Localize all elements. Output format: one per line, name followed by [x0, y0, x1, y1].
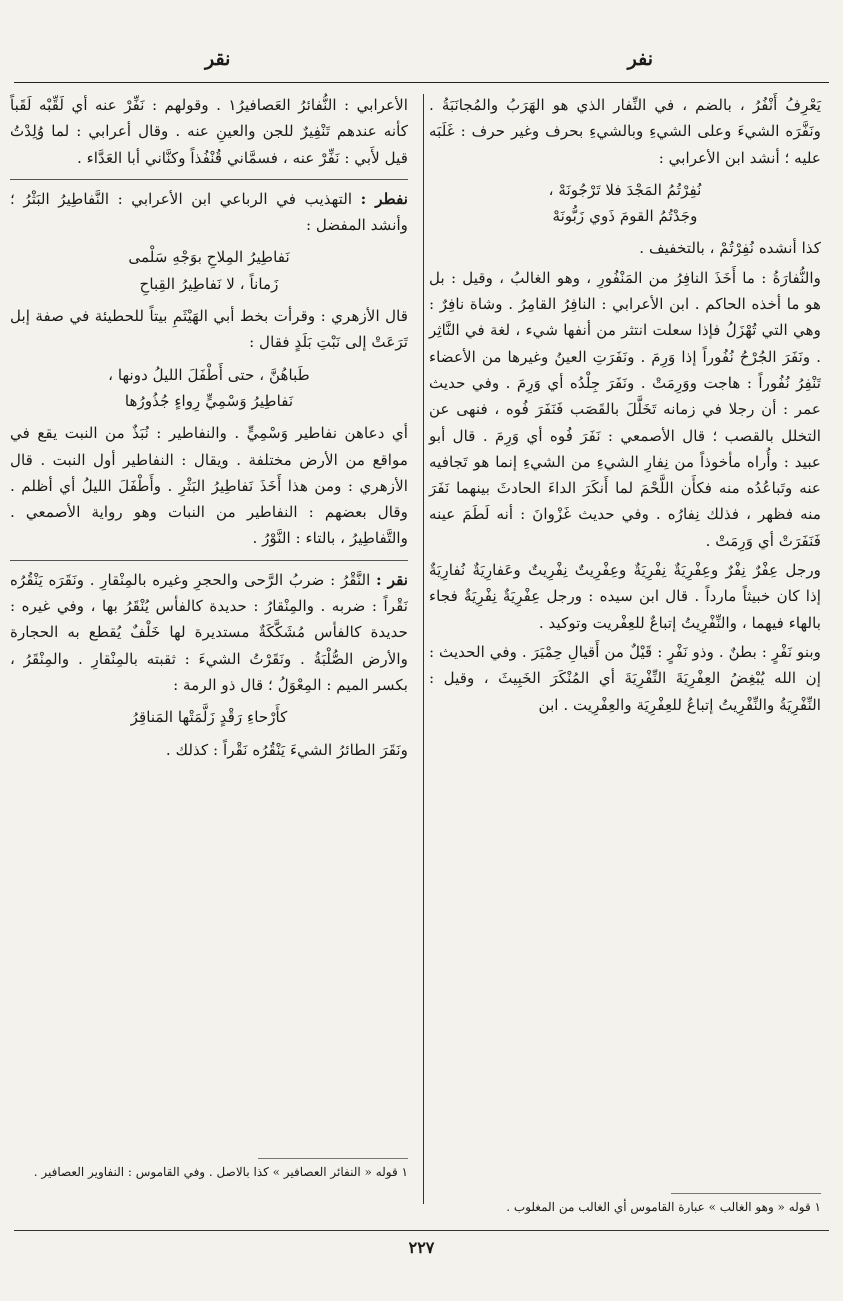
paragraph: ورجل عِفْرٌ نِفْرٌ وعِفْرِيَةٌ نِفْرِيَةٌ وعِفْرِيتٌ نِفْرِيتٌ وعَفارِيَةٌ نُفارِيَةٌ إذا كان خبيثاً مارداً . قال ابن سيده : ورجل عِفْرِيَةٌ نِفْرِيَةٌ فجاء بالهاء فيهما ، والنِّفْرِيتُ إتباعٌ للعِفْريت وتوكيد . [429, 561, 821, 632]
entry-separator [10, 560, 408, 561]
verse-line: زَماناً ، لا نَفاطِيرُ القِباحِ [139, 274, 279, 293]
paragraph: قال الأزهري : وقرأت بخط أبي الهَيْثَمِ بيتاً للحطيئة في صفة إبل تَرَعَتْ إلى نَبْتِ بَلَدٍ فقال : [10, 307, 408, 352]
entry-text: التهذيب في الرباعي ابن الأعرابي : النَّفاطِيرُ البَثْرُ ؛ وأنشد المفضل : [10, 189, 408, 235]
entry-text: النَّقْرُ : ضربُ الرَّحى والحجرِ وغيره بالمِنْقارِ . ونَقَرَه يَنْقُرُه نَقْراً : ضربه . والمِنْقارُ : حديدة كالفأس يُنْقَرُ بها ، وفي غيره : حديدة كالفأس مُشَكَّكَةٌ مستديرة لها خَلْفٌ يُقطع به الحجارة والأرض الصُّلْبَةُ . ونَقَرْتُ الشيءَ : ثقبته بالمِنْقارِ . والمِنْقَرُ ، بكسر الميم : المِعْوَلُ ؛ قال ذو الرمة : [10, 570, 408, 694]
verse-line: نَفاطِيرُ وَسْمِيٍّ رِواءٍ جُذُورُها [124, 391, 294, 410]
header-rule [14, 82, 829, 83]
column-divider [423, 94, 424, 1204]
verse [10, 704, 408, 730]
verse-line: كأَرْحاءِ رَقْدٍ زَلَّمَتْها المَناقِرُ [130, 708, 288, 727]
footnote-rule [671, 1193, 821, 1194]
verse [10, 244, 408, 297]
entry-nftr [10, 186, 408, 239]
paragraph: والنُّفارَةُ : ما أَخَذَ النافِرُ من المَنْفُورِ ، وهو الغالبُ ، وقيل : بل هو ما أخذه الحاكم . ابن الأعرابي : النافِرُ القامِرُ . وشاة نافِرٌ : وهي التي تُهْزَلُ فإذا سعلت انتثر من أنفها شيء ، لغة في النَّاثِر . ونَفَرَ الجُرْحُ نُفُوراً إذا وَرِمَ . ونَفَرَتِ العينُ وغيرها من الأعضاء تَنْفِرُ نُفُوراً : هاجت ووَرِمَتْ . ونَفَرَ جِلْدُه أي وَرِمَ . وفي حديث عمر : أن رجلا في زمانه تَخَلَّلَ بالقَصَب فَنَفَرَ فُوه ، فنهى عن التخلل بالقصب ؛ قال الأصمعي : نَفَرَ فُوه أي وَرِمَ . قال أبو عبيد : وأُراه مأخوذاً من نِفارِ الشيءِ من الشيءِ إنما هو تَجافيه عنه وتَباعُدُه منه فكأَن اللَّحْمَ لما أَنكَرَ الداءَ الحادثَ بينهما نَفَرَ منه فظهر ، فذلك نِفارُه . وفي حديث غَزْوانَ : أنه لَطَمَ عينه فَنَفَرَتْ أي وَرِمَتْ . [429, 268, 821, 550]
footnote-right: ١ قوله « وهو الغالب » عبارة القاموس أي الغالب من المغلوب . [506, 1200, 821, 1214]
entry-title: نقر : [376, 570, 409, 589]
footer-rule [14, 1230, 829, 1231]
page-header [0, 48, 843, 78]
paragraph: الأعرابي : النُّفائرُ العَصافيرُ١ . وقولهم : نَفِّرْ عنه أي لَقِّبْه لَقَباً كأنه عندهم تَنْفِيرٌ للجن والعينِ عنه . وقال أعرابي : لما وُلِدْتُ قيل لأَبي : نَفِّرْ عنه ، فسمَّاني قُنْفُذاً وكنَّاني أبا العَدَّاء . [10, 96, 408, 167]
footnote-left-block [10, 1150, 408, 1181]
verse [10, 362, 408, 415]
header-word-right: نفر [627, 48, 653, 70]
verse [429, 177, 821, 230]
footnote-rule [258, 1158, 408, 1159]
paragraph: وبنو نَفْرٍ : بطنٌ . وذو نَفْرٍ : قَيْلٌ من أَقيالِ حِمْيَرَ . وفي الحديث : إن الله يُبْغِضُ العِفْرِيَةَ النِّفْرِيَةَ أي المُنْكَرَ الخَبِيثَ ، وقيل : النِّفْرِيَةُ والنِّفْرِيتُ إتباعُ للعِفْرِيَة والعِفْرِيت . ابن [429, 642, 821, 714]
verse-line: وجَدْتُمُ القومَ ذَوي زَبُّونَهْ [552, 207, 698, 226]
paragraph: يَعْرِفُ أَنْفُرُ ، بالضم ، في النِّفار الذي هو الهَرَبُ والمُجانَبَةُ . ونَفَّرَه الشيءَ وعلى الشيءِ وبالشيءِ بحرف وغير حرف : غَلَبَه عليه ؛ أنشد ابن الأعرابي : [429, 96, 821, 167]
entry-title: نفطر : [360, 189, 409, 208]
verse-line: نُفِرْتُمُ المَجْدَ فلا تَرْجُونَهْ ، [548, 180, 702, 199]
left-column [10, 92, 408, 766]
paragraph: كذا أنشده نُفِرْتُمْ ، بالتخفيف . [639, 239, 821, 258]
verse-line: طَباهُنَّ ، حتى أَطْفَلَ الليلُ دونها ، [108, 365, 310, 384]
footnote-left: ١ قوله « النفائر العصافير » كذا بالاصل . وفي القاموس : النفاوير العصافير . [33, 1165, 408, 1179]
right-column [429, 92, 821, 721]
footnote-right-block [429, 1185, 821, 1216]
page-number: ٢٢٧ [408, 1238, 435, 1257]
paragraph: ونَقَرَ الطائرُ الشيءَ يَنْقُرُه نَقْراً : كذلك . [165, 740, 408, 759]
entry-separator [10, 179, 408, 180]
header-word-left: نقر [205, 48, 231, 70]
verse-line: نَفاطِيرُ المِلاحِ بوَجْهِ سَلْمى [128, 248, 290, 267]
paragraph: أي دعاهن نفاطير وَسْمِيٍّ . والنفاطير : نُبَذٌ من النبت يقع في مواقع من الأرض مختلفة . ويقال : النفاطير أول النبت . قال الأزهري : ومن هذا أَخَذَ نَفاطِيرُ البَثْرِ . وأَطْفَلَ الليلُ أي أظلم . وقال بعضهم : النفاطير من النبات وهو رواية الأصمعي . والتَّفاطِيرُ ، بالتاء : النَّوْرُ . [10, 424, 408, 548]
entry-nqr [10, 567, 408, 698]
